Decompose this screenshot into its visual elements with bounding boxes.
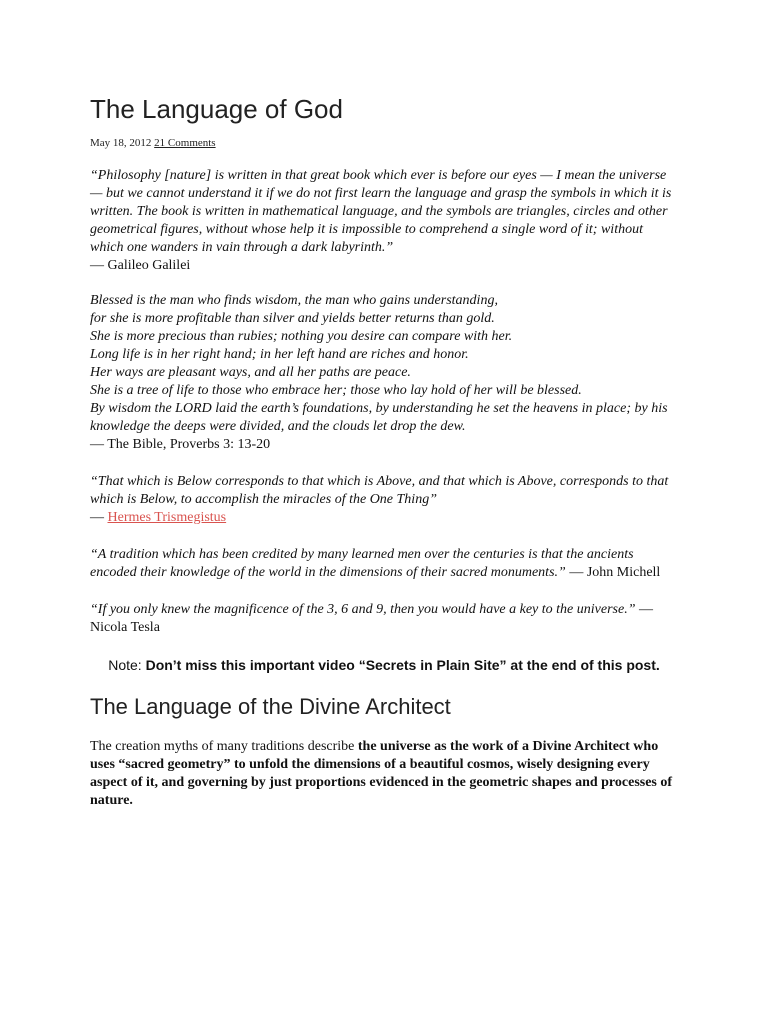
quote-tesla: [90, 601, 678, 637]
quote-proverbs-author: — The Bible, Proverbs 3: 13-20: [90, 437, 271, 452]
quote-michell-text: “A tradition which has been credited by many learned men over the centuries is that the ancients encoded their knowledge of the world in the dimensions of their sacred monuments.”: [90, 547, 634, 580]
note-label: Note:: [108, 657, 146, 673]
proverbs-line: Her ways are pleasant ways, and all her paths are peace.: [90, 365, 411, 380]
quote-galileo: [90, 167, 678, 275]
proverbs-line: Blessed is the man who finds wisdom, the man who gains understanding,: [90, 293, 498, 308]
quote-tesla-text: “If you only knew the magnificence of the 3, 6 and 9, then you would have a key to the universe.”: [90, 602, 636, 617]
section-intro-plain: The creation myths of many traditions describe: [90, 739, 358, 754]
article-content: [90, 92, 678, 810]
proverbs-line: By wisdom the LORD laid the earth’s foundations, by understanding he set the heavens in place; by his knowledge the deeps were divided, and the clouds let drop the dew.: [90, 401, 668, 434]
quote-tesla-author: — Nicola Tesla: [90, 602, 653, 635]
page-title: The Language of God: [90, 94, 343, 124]
quote-galileo-text: “Philosophy [nature] is written in that great book which ever is before our eyes — I mean the universe — but we cannot understand it if we do not first learn the language and grasp the symbols in which it is written. The book is written in mathematical language, and the symbols are triangles, circles and other geometrical figures, without whose help it is impossible to comprehend a single word of it; without which one wanders in vain through a dark labyrinth.”: [90, 168, 672, 255]
section-intro-bold: the universe as the work of a Divine Architect who uses “sacred geometry” to unfold the dimensions of a beautiful cosmos, wisely designing every aspect of it, and governing by just proportions evidenced in the geometric shapes and processes of nature.: [90, 739, 673, 808]
post-meta: [90, 136, 678, 150]
proverbs-line: Long life is in her right hand; in her left hand are riches and honor.: [90, 347, 469, 362]
proverbs-line: for she is more profitable than silver and yields better returns than gold.: [90, 311, 495, 326]
section-intro: [90, 738, 678, 810]
hermes-trismegistus-link[interactable]: Hermes Trismegistus: [107, 510, 227, 525]
note-text: Don’t miss this important video “Secrets in Plain Site” at the end of this post.: [145, 657, 660, 673]
quote-michell-author: — John Michell: [565, 565, 661, 580]
proverbs-line: She is more precious than rubies; nothing you desire can compare with her.: [90, 329, 513, 344]
quote-galileo-author: — Galileo Galilei: [90, 258, 191, 273]
quote-hermes-dash: —: [90, 510, 108, 525]
quote-hermes: [90, 473, 678, 527]
quote-proverbs: [90, 292, 678, 454]
quote-michell: [90, 546, 678, 582]
post-date: May 18, 2012: [90, 137, 152, 149]
comments-link[interactable]: 21 Comments: [154, 137, 216, 149]
video-note: [90, 656, 678, 674]
proverbs-line: She is a tree of life to those who embrace her; those who lay hold of her will be blessed.: [90, 383, 582, 398]
quote-hermes-text: “That which is Below corresponds to that which is Above, and that which is Above, corresponds to that which is Below, to accomplish the miracles of the One Thing”: [90, 474, 669, 507]
section-heading: The Language of the Divine Architect: [90, 694, 451, 719]
